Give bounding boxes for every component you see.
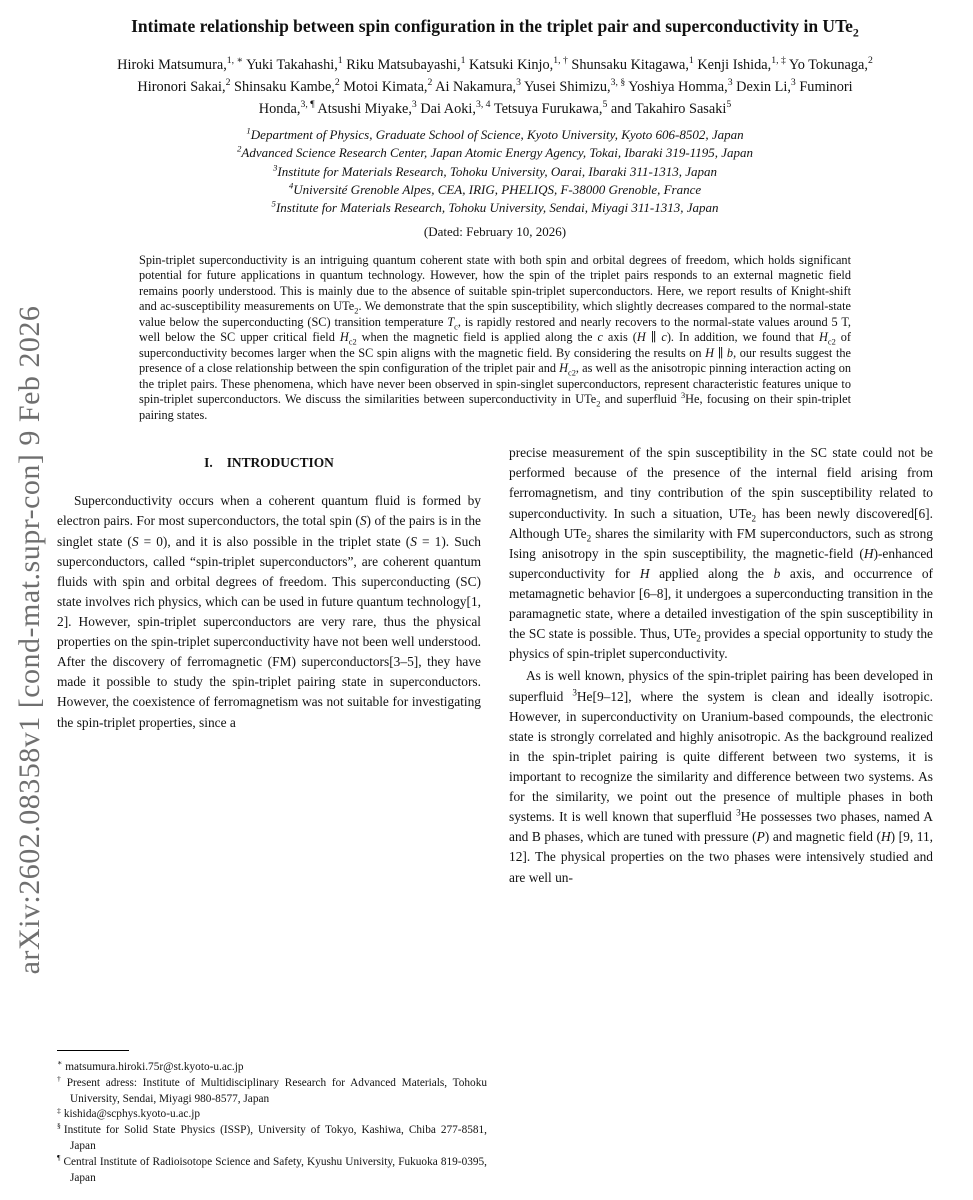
abstract: Spin-triplet superconductivity is an intriguing quantum coherent state with both spin and orbital degrees of freedom, which holds significant potential for future applications in quantum technology. However, how the spin of the triplet pairs responds to an external magnetic field remains poorly understood. This is mainly due to the absence of suitable spin-triplet superconductors. Here, we report results of Knight-shift and ac-susceptibility measurements on UTe$_2$. We demonstrate that the spin susceptibility, which slightly decreases compared to the normal-state value below the superconducting (SC) transition temperature $T_c$, is rapidly restored and nearly recovers to the normal-state values around 5 T, well below the SC upper critical field $H_{c2}$ when the magnetic field is applied along the c axis (H ∥ c). In addition, we found that $H_{c2}$ of superconductivity becomes larger when the SC spin aligns with the magnetic field. By considering the results on H ∥ b, our results suggest the presence of a close relationship between the spin configuration of the triplet pair and $H_{c2}$, as well as the anisotropic pinning interaction acting on the triplet pairs. These phenomena, which have never been observed in spin-singlet superconductors, represent characteristic features unique to spin-triplet superconductors. We discuss the similarities between superconductivity in UTe$_2$ and superfluid $^3$He, focusing on their spin-triplet pairing states.	[139, 252, 851, 422]
body-paragraph: Superconductivity occurs when a coherent quantum fluid is formed by electron pairs. For most superconductors, the total spin (S) of the pairs is in the singlet state (S = 0), and it is also possible in the triplet state (S = 1). Such superconductors, called “spin-triplet superconductors”, are coherent quantum fluids with spin and orbital degrees of freedom. This superconducting (SC) state involves rich physics, which can be used in future quantum technology[1, 2]. However, spin-triplet superconductors are very rare, thus the physical properties on the spin-triplet superconductivity have not been well understood. After the discovery of ferromagnetic (FM) superconductors[3–5], they have made it possible to study the spin-triplet pairing state in superconductors. However, the coexistence of ferromagnetism was not suitable for investigating the spin-triplet properties, since a	[57, 493, 481, 730]
footnote-symbol: †	[57, 1074, 64, 1084]
affiliation-2: $^2$Advanced Science Research Center, Japan Atomic Energy Agency, Tokai, Ibaraki 319-1195, Japan	[237, 143, 753, 161]
affiliation-5: $^5$Institute for Materials Research, Tohoku University, Sendai, Miyagi 311-1313, Japan	[271, 199, 719, 216]
footnote-email-corresponding	[57, 1060, 487, 1076]
arxiv-watermark: arXiv:2602.08358v1 [cond-mat.supr-con] 9 Feb 2026	[13, 305, 46, 975]
footnote-text: Institute for Solid State Physics (ISSP), University of Tokyo, Kashiwa, Chiba 277-8581, Japan	[63, 1124, 487, 1153]
footnote-symbol: ¶	[57, 1153, 61, 1163]
footnote-text: matsumura.hiroki.75r@st.kyoto-u.ac.jp	[65, 1061, 244, 1073]
body-paragraph: As is well known, physics of the spin-triplet pairing has been developed in superfluid $^3$He[9–12], where the system is clean and ideally isotropic. However, in superconductivity on Uranium-based compounds, the electronic state is strongly correlated and highly anisotropic. As the background realized in the spin-triplet pairing is quite different between two systems, it is important to recognize the similarity and difference between two systems. As for the similarity, we point out the presence of multiple phases in both systems. It is well known that superfluid $^3$He possesses two phases, named A and B phases, which are tuned with pressure (P) and magnetic field (H) [9, 11, 12]. The physical properties on the two phases were intensively studied and are well un-	[509, 668, 933, 885]
footnote-symbol: §	[57, 1121, 61, 1131]
body-paragraph: precise measurement of the spin susceptibility in the SC state could not be performed because of the presence of the internal field arising from ferromagnetism, and tiny contribution of the spin susceptibility related to superconductivity. In such a situation, UTe$_2$ has been newly discovered[6]. Although UTe$_2$ shares the similarity with FM superconductors, such as strong Ising anisotropy in the spin susceptibility, the magnetic-field (H)-enhanced superconductivity for H applied along the b axis, and occurrence of metamagnetic behavior [6–8], it undergoes a superconducting transition in the paramagnetic state, where a detailed investigation of the spin susceptibility in the SC state is possible. Thus, UTe$_2$ provides a special opportunity to study the physics of spin-triplet superconductivity.	[509, 445, 933, 662]
footnote-present-address	[57, 1076, 487, 1108]
paper-page	[57, 0, 933, 888]
footnote-rule	[57, 1050, 129, 1051]
section-heading-introduction	[57, 453, 481, 473]
footnote-symbol: ∗	[57, 1058, 63, 1068]
footnote-text: Central Institute of Radioisotope Science and Safety, Kyushu University, Fukuoka 819-0395, Japan	[63, 1155, 487, 1184]
affiliation-list	[57, 126, 933, 218]
affiliation-1: $^1$Department of Physics, Graduate School of Science, Kyoto University, Kyoto 606-8502, Japan	[246, 125, 744, 142]
footnote-text: kishida@scphys.kyoto-u.ac.jp	[63, 1108, 201, 1121]
paper-title: Intimate relationship between spin configuration in the triplet pair and superconductivity in UTe$_2$	[131, 16, 859, 40]
right-column	[509, 443, 933, 887]
dateline: (Dated: February 10, 2026)	[423, 223, 567, 239]
footnote-kyushu	[57, 1155, 487, 1187]
left-column	[57, 443, 481, 887]
footnote-symbol: ‡	[57, 1105, 61, 1115]
footnote-block	[57, 1050, 487, 1187]
footnote-email-2	[57, 1107, 487, 1123]
footnote-text: Present adress: Institute of Multidisciplinary Research for Advanced Materials, Tohoku University, Sendai, Miyagi 980-8577, Japan	[66, 1076, 487, 1105]
section-number: I.	[204, 455, 213, 471]
affiliation-4: $^4$Université Grenoble Alpes, CEA, IRIG, PHELIQS, F-38000 Grenoble, France	[288, 180, 702, 197]
section-title: INTRODUCTION	[226, 455, 334, 471]
two-column-body	[57, 443, 933, 887]
affiliation-3: $^3$Institute for Materials Research, Tohoku University, Oarai, Ibaraki 311-1313, Japan	[272, 162, 718, 179]
author-list: Hiroki Matsumura,$^{1, ∗}$ Yuki Takahashi,$^1$ Riku Matsubayashi,$^1$ Katsuki Kinjo,$^{1, \dagger}$ Shunsaku Kitagawa,$^1$ Kenji Ishida,$^{1, \ddagger}$ Yo Tokunaga,$^2$ Hironori Sakai,$^2$ Shinsaku Kambe,$^2$ Motoi Kimata,$^2$ Ai Nakamura,$^3$ Yusei Shimizu,$^{3, \S}$ Yoshiya Homma,$^3$ Dexin Li,$^3$ Fuminori Honda,$^{3, \P}$ Atsushi Miyake,$^3$ Dai Aoki,$^{3, 4}$ Tetsuya Furukawa,$^5$ and Takahiro Sasaki$^5$	[117, 55, 873, 118]
footnote-issp	[57, 1123, 487, 1155]
